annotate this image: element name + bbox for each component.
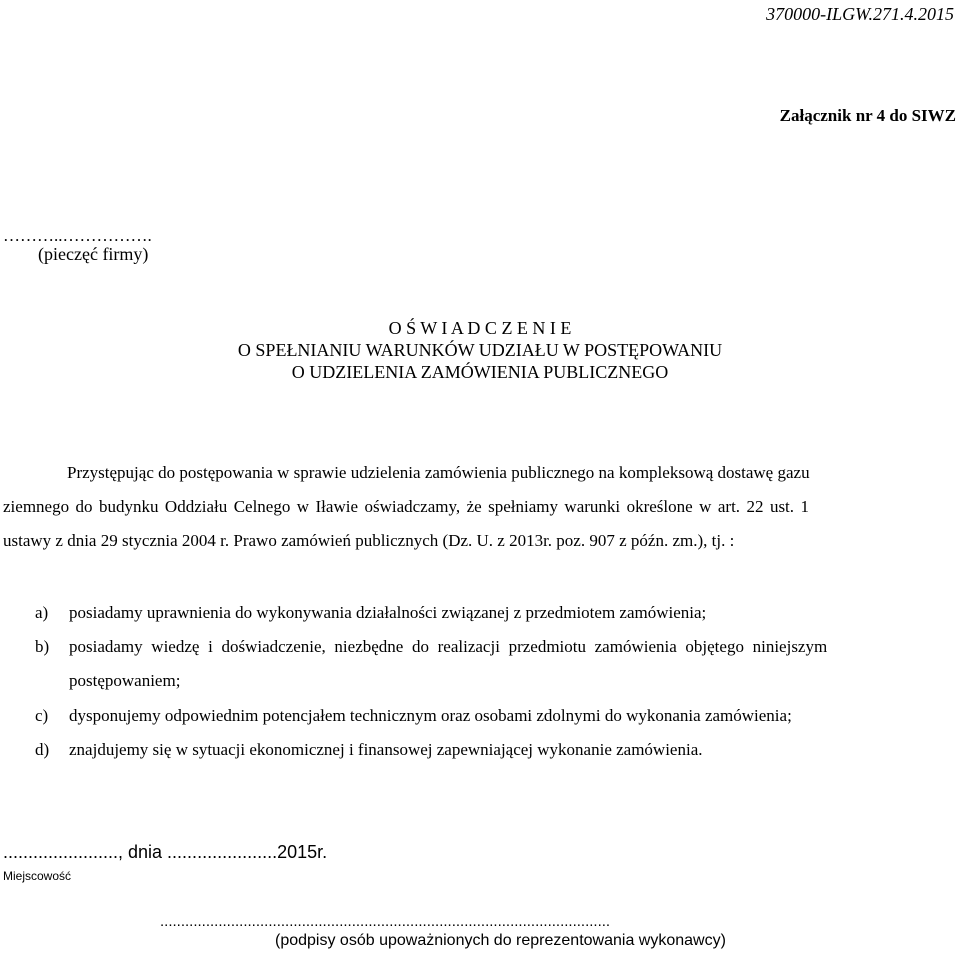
list-item-text: posiadamy uprawnienia do wykonywania działalności związanej z przedmiotem zamówienia; — [69, 603, 707, 622]
document-subtitle-line-1: O SPEŁNIANIU WARUNKÓW UDZIAŁU W POSTĘPOWANIU — [237, 340, 723, 360]
reference-number: 370000-ILGW.271.4.2015 — [766, 4, 954, 24]
intro-line-2: ziemnego do budynku Oddziału Celnego w Iławie oświadczamy, że spełniamy warunki określone w art. 22 ust. 1 — [3, 497, 809, 516]
list-item-text: dysponujemy odpowiednim potencjałem technicznym oraz osobami zdolnymi do wykonania zamówienia; — [69, 706, 792, 725]
stamp-placeholder-dots: ………..……………. — [3, 226, 152, 245]
list-item-letter: b) — [35, 637, 50, 656]
intro-line-3: ustawy z dnia 29 stycznia 2004 r. Prawo zamówień publicznych (Dz. U. z 2013r. poz. 907 z późn. zm.), tj. : — [3, 531, 735, 550]
list-item-text: posiadamy wiedzę i doświadczenie, niezbędne do realizacji przedmiotu zamówienia objętego niniejszym — [69, 637, 828, 656]
list-item-letter: c) — [35, 706, 49, 725]
signature-label: (podpisy osób upoważnionych do reprezentowania wykonawcy) — [275, 932, 726, 949]
list-item-letter: d) — [35, 740, 50, 759]
intro-line-1: Przystępując do postępowania w sprawie udzielenia zamówienia publicznego na kompleksową dostawę gazu — [67, 463, 810, 482]
signature-line: ............................................................................................................ — [160, 913, 611, 930]
place-label: Miejscowość — [3, 869, 72, 883]
company-stamp-label: (pieczęć firmy) — [38, 244, 149, 264]
list-item-letter: a) — [35, 603, 49, 622]
list-item-text: znajdujemy się w sytuacji ekonomicznej i finansowej zapewniającej wykonanie zamówienia. — [69, 740, 703, 759]
intro-paragraph — [3, 456, 956, 558]
document-title: O Ś W I A D C Z E N I E — [388, 318, 572, 338]
place-date-line: ......................., dnia ......................2015r. — [3, 842, 328, 862]
annex-label: Załącznik nr 4 do SIWZ — [779, 106, 956, 125]
document-subtitle-line-2: O UDZIELENIA ZAMÓWIENIA PUBLICZNEGO — [291, 362, 669, 382]
list-item-text-continued: postępowaniem; — [69, 671, 181, 690]
